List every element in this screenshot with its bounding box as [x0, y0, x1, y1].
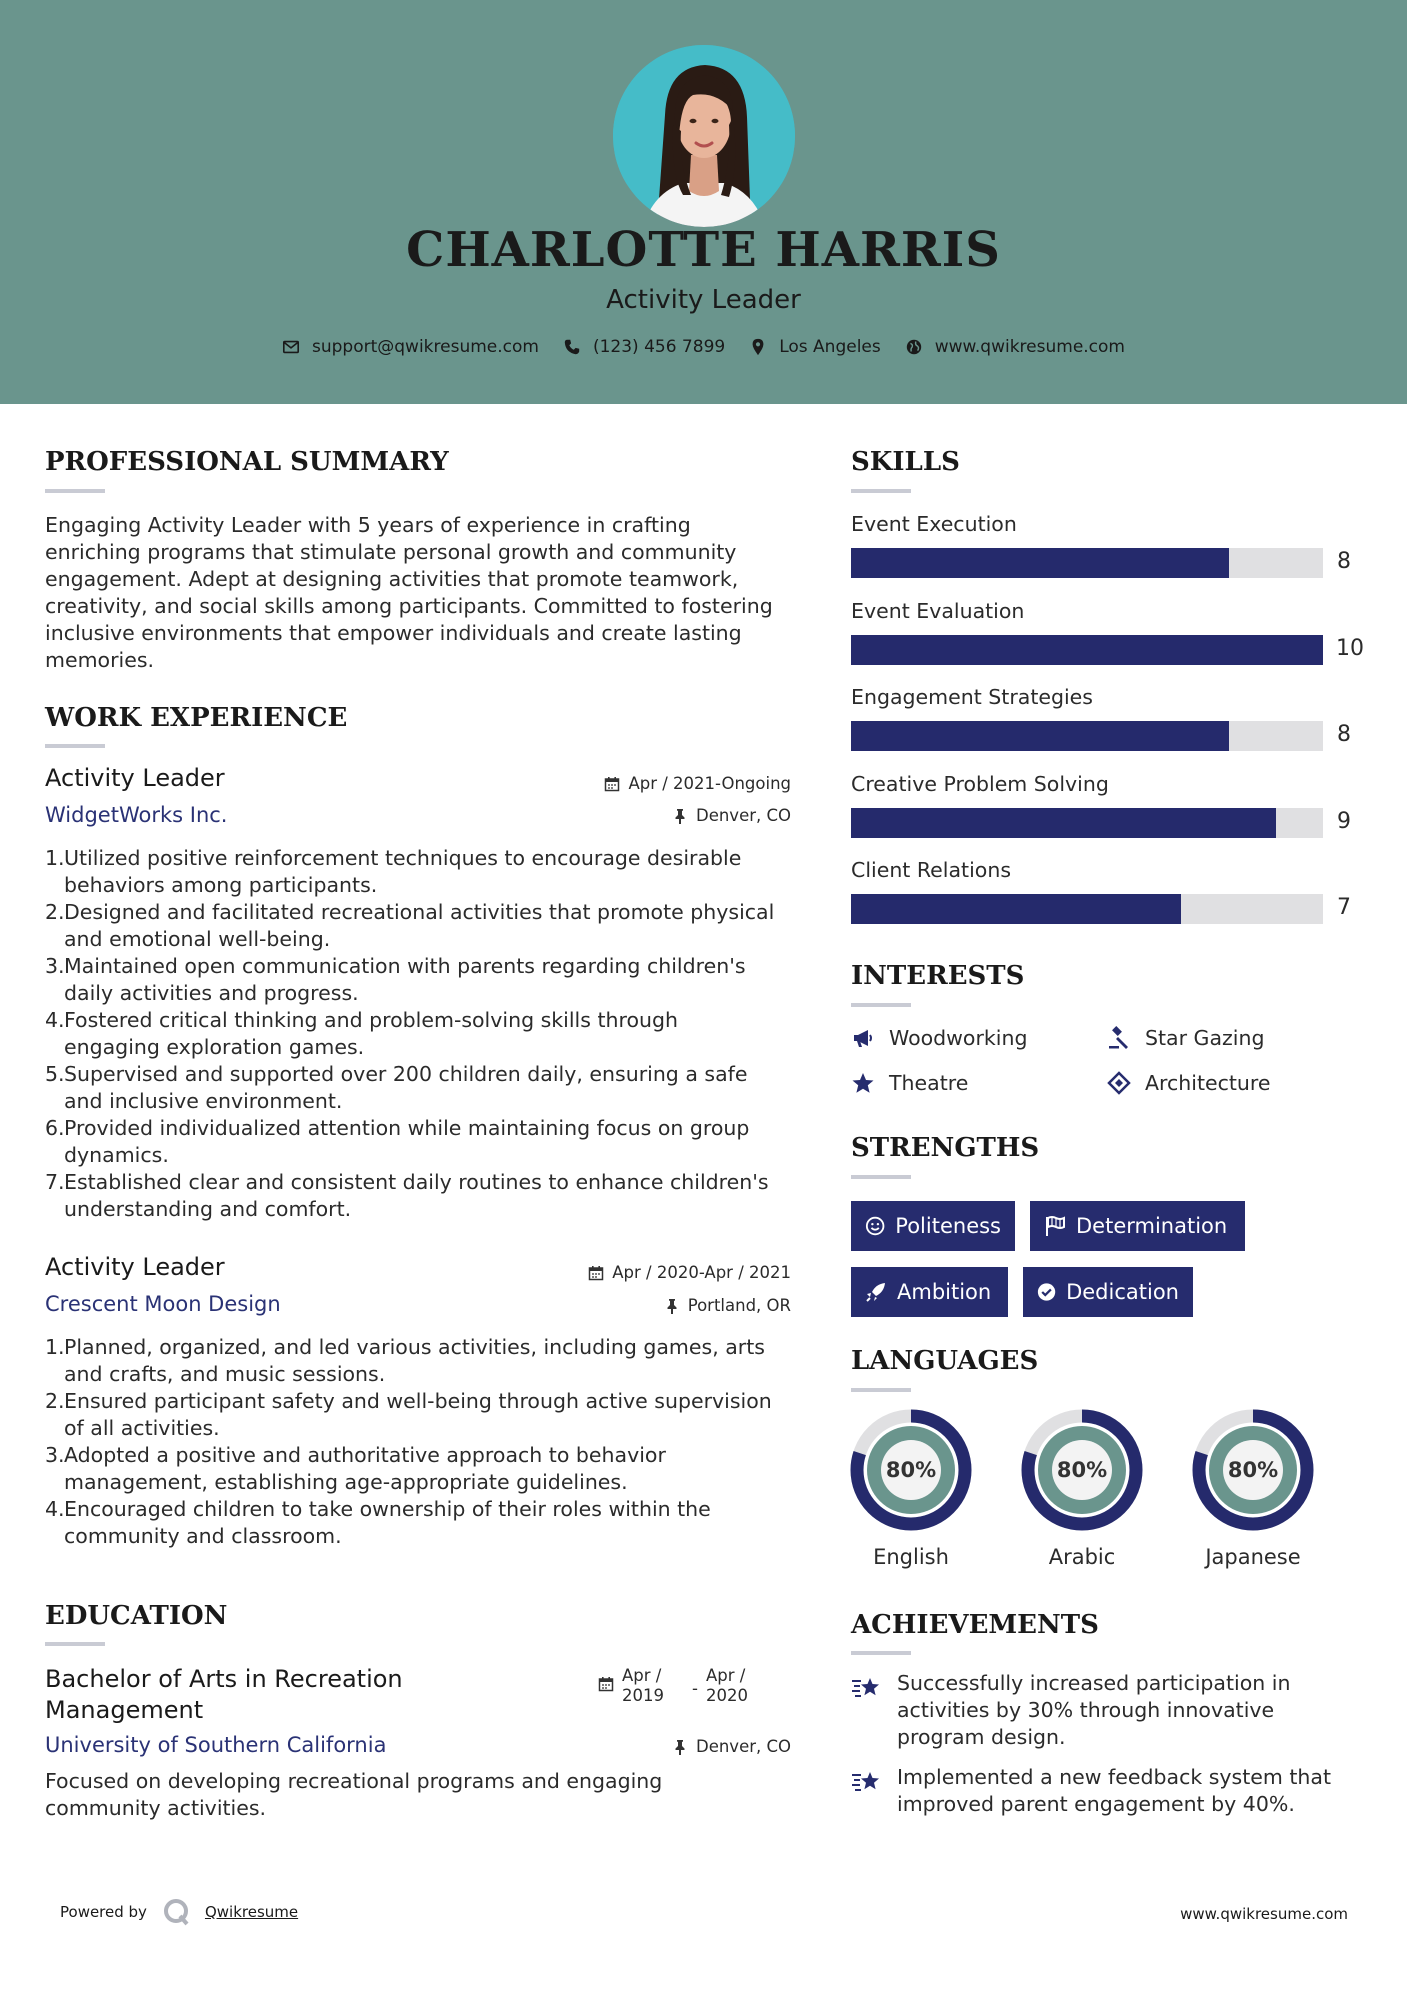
languages-heading-rule: [851, 1388, 911, 1392]
star-icon: [851, 1071, 875, 1095]
skill-bar-fill: [851, 808, 1276, 838]
school-name: University of Southern California: [45, 1733, 387, 1757]
ticket-icon: [1107, 1071, 1131, 1095]
pushpin-icon: [664, 1298, 680, 1314]
footer-url[interactable]: www.qwikresume.com: [1180, 1905, 1348, 1923]
list-item: 1. Utilized positive reinforcement techniques to encourage desirable behaviors among participants.: [45, 846, 742, 897]
summary-line: enriching programs that stimulate personal growth and community: [45, 540, 737, 564]
skill-bar-fill: [851, 894, 1181, 924]
powered-by-text: Powered by: [60, 1903, 147, 1921]
qwikresume-link[interactable]: Qwikresume: [204, 1903, 299, 1921]
contact-website[interactable]: [905, 337, 1125, 357]
location-text: Los Angeles: [779, 337, 881, 357]
education-location-text: Denver, CO: [695, 1737, 791, 1756]
candidate-title: Activity Leader: [606, 285, 801, 315]
strength-badge: Politeness: [851, 1201, 1015, 1251]
language-name: Japanese: [1205, 1545, 1301, 1569]
pushpin-icon: [672, 808, 688, 824]
map-pin-icon: [749, 338, 767, 356]
interest-item: Architecture: [1107, 1071, 1271, 1095]
job-company: WidgetWorks Inc.: [45, 803, 228, 827]
job-title: Activity Leader: [45, 764, 225, 792]
skills-heading: SKILLS: [851, 447, 960, 477]
skill-value: 9: [1337, 808, 1351, 834]
summary-text: [45, 512, 805, 674]
achievements-heading: ACHIEVEMENTS: [851, 1610, 1099, 1640]
work-heading: WORK EXPERIENCE: [45, 703, 348, 733]
list-item: 3. Maintained open communication with parents regarding children's daily activities and progress.: [45, 954, 746, 1005]
contact-location: [749, 337, 881, 357]
education-heading: EDUCATION: [45, 1601, 228, 1631]
job-company: Crescent Moon Design: [45, 1292, 281, 1316]
footer-branding: [60, 1897, 298, 1927]
megaphone-icon: [851, 1026, 875, 1050]
job-location: [500, 1296, 791, 1315]
email-text: support@qwikresume.com: [312, 337, 539, 357]
languages-heading: LANGUAGES: [851, 1346, 1039, 1376]
skill-bar-track: [851, 808, 1323, 838]
skill-bar-fill: [851, 721, 1229, 751]
contact-phone[interactable]: [563, 337, 725, 357]
language-percent: 80%: [1227, 1458, 1279, 1482]
list-item: 2. Designed and facilitated recreational activities that promote physical and emotional well-being.: [45, 900, 775, 951]
summary-line: memories.: [45, 648, 155, 672]
skill-bar-fill: [851, 635, 1323, 665]
list-item: 7. Established clear and consistent daily routines to enhance children's understanding and comfort.: [45, 1170, 769, 1221]
contact-email[interactable]: [282, 337, 539, 357]
skills-heading-rule: [851, 489, 911, 493]
skill-label: Client Relations: [851, 858, 1012, 882]
skill-value: 7: [1337, 895, 1351, 920]
language-name: English: [873, 1545, 949, 1569]
flag-icon: [1044, 1215, 1066, 1237]
shooting-star-icon: [851, 1767, 883, 1797]
education-end: Apr / 2020: [705, 1666, 748, 1705]
education-dash: -: [692, 1679, 698, 1698]
calendar-icon: [604, 776, 620, 792]
phone-text: (123) 456 7899: [592, 337, 726, 357]
list-item: 4. Fostered critical thinking and problem-solving skills through engaging exploration games.: [45, 1008, 678, 1059]
skill-bar-track: [851, 635, 1323, 665]
job-date-text: Apr / 2021-Ongoing: [628, 774, 791, 793]
qwikresume-logo-icon: [161, 1897, 191, 1927]
strengths-heading: STRENGTHS: [851, 1133, 1040, 1163]
profile-photo: [613, 45, 795, 227]
strengths-heading-rule: [851, 1175, 911, 1179]
interests-heading-rule: [851, 1003, 911, 1007]
gavel-icon: [1107, 1026, 1131, 1050]
achievement-text: Implemented a new feedback system that improved parent engagement by 40%.: [897, 1765, 1332, 1816]
summary-line: Engaging Activity Leader with 5 years of experience in crafting: [45, 513, 691, 537]
envelope-icon: [282, 338, 300, 356]
skill-bar-fill: [851, 548, 1229, 578]
phone-icon: [563, 338, 581, 356]
job-date: [500, 1263, 791, 1282]
work-heading-rule: [45, 744, 105, 748]
education-date: [598, 1666, 748, 1706]
list-item: 3. Adopted a positive and authoritative approach to behavior management, establishing age-appropriate guidelines.: [45, 1443, 666, 1494]
strength-badge: Ambition: [851, 1267, 1008, 1317]
achievement-text: Successfully increased participation in activities by 30% through innovative program design.: [897, 1671, 1291, 1749]
achievement-item: [851, 1670, 1371, 1751]
calendar-icon: [588, 1265, 604, 1281]
education-description: Focused on developing recreational programs and engaging community activities.: [45, 1769, 663, 1820]
job-location: [500, 806, 791, 825]
interests-heading: INTERESTS: [851, 961, 1025, 991]
interest-item: Theatre: [851, 1071, 968, 1095]
skill-label: Event Evaluation: [851, 598, 1025, 623]
skill-bar-track: [851, 894, 1323, 924]
list-item: 2. Ensured participant safety and well-being through active supervision of all activities.: [45, 1389, 772, 1440]
list-item: 4. Encouraged children to take ownership of their roles within the community and classroom.: [45, 1497, 711, 1548]
resume-header: [0, 0, 1407, 404]
candidate-name: CHARLOTTE HARRIS: [406, 222, 1001, 278]
skill-bar-track: [851, 721, 1323, 751]
list-item: 5. Supervised and supported over 200 children daily, ensuring a safe and inclusive environment.: [45, 1062, 748, 1113]
rocket-icon: [865, 1281, 887, 1303]
job-location-text: Portland, OR: [687, 1296, 791, 1315]
language-percent: 80%: [885, 1458, 937, 1482]
shooting-star-icon: [851, 1673, 883, 1703]
check-circle-icon: [1037, 1281, 1056, 1303]
summary-line: creativity, and social skills among participants. Committed to fostering: [45, 594, 773, 618]
language-percent: 80%: [1056, 1458, 1108, 1482]
skill-label: Creative Problem Solving: [851, 771, 1109, 796]
skill-label: Event Execution: [851, 512, 1017, 536]
education-start: Apr / 2019: [622, 1666, 664, 1705]
degree-title: Bachelor of Arts in Recreation Management: [45, 1665, 403, 1724]
website-text: www.qwikresume.com: [934, 337, 1125, 357]
skill-value: 10: [1336, 635, 1364, 661]
summary-heading-rule: [45, 489, 105, 493]
interest-item: Star Gazing: [1107, 1026, 1264, 1050]
pushpin-icon: [672, 1739, 688, 1755]
education-heading-rule: [45, 1642, 105, 1646]
education-location: [500, 1737, 791, 1756]
language-ring: [850, 1409, 972, 1531]
contact-bar: [0, 337, 1407, 357]
skill-value: 8: [1337, 549, 1351, 574]
achievements-heading-rule: [851, 1651, 911, 1655]
language-ring: [1021, 1409, 1143, 1531]
calendar-icon: [598, 1676, 614, 1692]
list-item: 6. Provided individualized attention while maintaining focus on group dynamics.: [45, 1116, 750, 1167]
globe-icon: [905, 338, 923, 356]
job-location-text: Denver, CO: [695, 806, 791, 825]
list-item: 1. Planned, organized, and led various activities, including games, arts and crafts, and music sessions.: [45, 1335, 765, 1386]
job-date-text: Apr / 2020-Apr / 2021: [612, 1263, 791, 1282]
strength-badge: Determination: [1030, 1201, 1245, 1251]
job-duties-list: [45, 1334, 805, 1550]
skill-bar-track: [851, 548, 1323, 578]
achievement-item: [851, 1764, 1371, 1818]
language-ring: [1192, 1409, 1314, 1531]
skill-value: 8: [1337, 722, 1351, 747]
interest-item: Woodworking: [851, 1026, 1027, 1050]
strength-badge: Dedication: [1023, 1267, 1193, 1317]
skill-label: Engagement Strategies: [851, 685, 1093, 709]
smile-icon: [865, 1215, 885, 1237]
summary-line: engagement. Adept at designing activities that promote teamwork,: [45, 567, 739, 591]
language-name: Arabic: [1048, 1545, 1116, 1569]
job-duties-list: [45, 845, 805, 1223]
job-title: Activity Leader: [45, 1253, 225, 1281]
job-date: [500, 774, 791, 793]
summary-line: inclusive environments that empower individuals and create lasting: [45, 621, 742, 645]
summary-heading: PROFESSIONAL SUMMARY: [45, 447, 449, 477]
